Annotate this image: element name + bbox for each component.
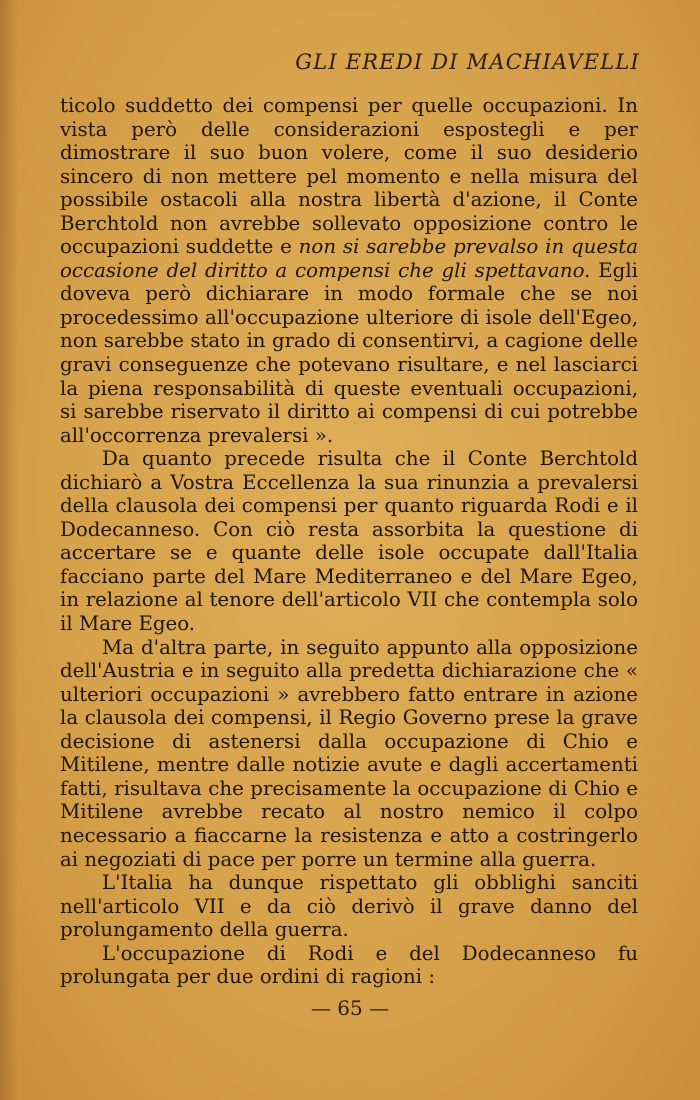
paragraph [60, 447, 638, 635]
text-run: Ma d'altra parte, in seguito appunto alla opposizione dell'Austria e in seguito alla predetta dichiarazione che « ulteriori occupazioni » avrebbero fatto entrare in azione la clausola dei compensi, il Regio Governo prese la grave decisione di astenersi dalla occupazione di Chio e Mitilene, mentre dalle notizie avute e dagli accertamenti fatti, risultava che precisamente la occupazione di Chio e Mitilene avrebbe recato al nostro nemico il colpo necessario a fiaccarne la resistenza e atto a costringerlo ai negoziati di pace per porre un termine alla guerra. [60, 635, 638, 871]
body-text [60, 94, 638, 989]
paragraph [60, 871, 638, 942]
text-run: Da quanto precede risulta che il Conte Berchtold dichiarò a Vostra Eccellenza la sua rinunzia a prevalersi della clausola dei compensi per quanto riguarda Rodi e il Dodecanneso. Con ciò resta assorbita la questione di accertare se e quante delle isole occupate dall'Italia facciano parte del Mare Mediterraneo e del Mare Egeo, in relazione al tenore dell'articolo VII che contempla solo il Mare Egeo. [60, 447, 638, 636]
paragraph [60, 942, 638, 989]
paragraph [60, 94, 638, 447]
italic-text-run: non si sarebbe prevalso in questa occasione del diritto a compensi che gli spettavano. [60, 235, 638, 282]
paragraph [60, 636, 638, 871]
running-header-title: GLI EREDI DI MACHIAVELLI [295, 50, 640, 74]
page-number: — 65 — [310, 996, 390, 1020]
text-run: L'occupazione di Rodi e del Dodecanneso fu prolungata per due ordini di ragioni : [60, 941, 638, 989]
page-edge-shadow [0, 0, 18, 1100]
text-run: ticolo suddetto dei compensi per quelle occupazioni. In vista però delle considerazioni espostegli e per dimostrare il suo buon volere, come il suo desiderio sincero di non mettere pel momento e nella misura del possibile ostacoli alla nostra libertà d'azione, il Conte Berchtold non avrebbe sollevato opposizione contro le occupazioni suddette e [60, 94, 638, 259]
text-run: Egli doveva però dichiarare in modo formale che se noi procedessimo all'occupazione ulteriore di isole dell'Egeo, non sarebbe stato in grado di consentirvi, a cagione delle gravi conseguenze che potevano risultare, e nel lasciarci la piena responsabilità di queste eventuali occupazioni, si sarebbe riservato il diritto ai compensi di cui potrebbe all'occorrenza prevalersi ». [60, 258, 638, 447]
text-run: L'Italia ha dunque rispettato gli obblighi sanciti nell'articolo VII e da ciò derivò il grave danno del prolungamento della guerra. [60, 871, 638, 942]
